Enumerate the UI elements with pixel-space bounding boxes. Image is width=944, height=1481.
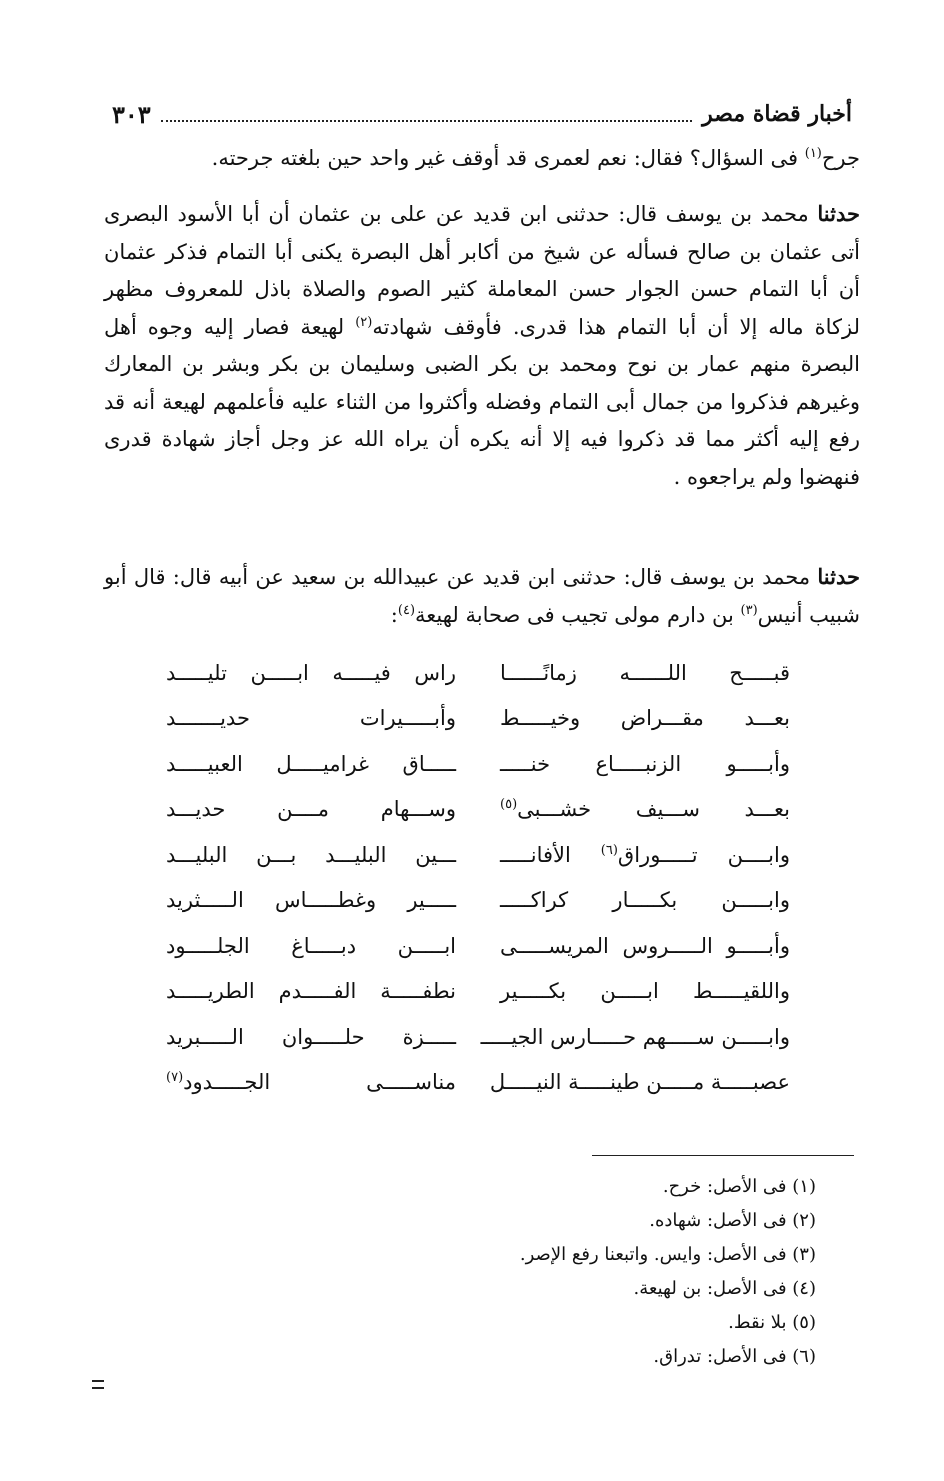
footnote-ref-4[interactable]: (٤) bbox=[397, 602, 416, 618]
page-number: ٣٠٣ bbox=[112, 99, 151, 129]
poem-verse bbox=[150, 832, 790, 878]
running-header bbox=[112, 96, 852, 132]
book-title: أخبار قضاة مصر bbox=[702, 101, 852, 127]
margin-equals-mark bbox=[92, 1380, 104, 1389]
paragraph-2 bbox=[104, 195, 860, 496]
footnote-ref-1[interactable]: (١) bbox=[804, 146, 822, 161]
p3-text-part2: بن دارم مولى تجيب فى صحابة لهيعة bbox=[415, 602, 741, 627]
verse-second-hemistich: ـــــزة حلـــــوان الـــــبريد bbox=[166, 1024, 456, 1049]
p2-text-part1: محمد بن يوسف قال: حدثنى ابن قديد عن على بن عثمان أن أبا الأسود البصرى أتى عثمان بن صالح فسأله عن شيخ من أكابر أهل البصرة يكنى أبا التمام فذكر عثمان أن أبا التمام حسن الجوار حسن المعاملة كثير الصوم والصلاة باذل للمعروف مظهر لزكاة ماله إلا أن أبا التمام هذا قدرى. فأوقف شهادته bbox=[104, 202, 860, 339]
footnote-ref-2[interactable]: (٢) bbox=[355, 314, 373, 330]
verse-second-hemistich: ـــين البليـــد بـــن البليـــد bbox=[166, 842, 456, 867]
verse-first-hemistich: وأبـــــو الزنبـــــاع خنـــــ bbox=[500, 751, 790, 776]
hemistich-text: بعـــد ســـيف خشـــبى bbox=[517, 797, 790, 822]
verse-second-hemistich: نطفـــــة الفـــــدم الطريـــــد bbox=[166, 979, 456, 1004]
verse-first-hemistich bbox=[500, 843, 790, 867]
paragraph-3 bbox=[104, 558, 860, 634]
footnote-1: (١) فى الأصل: خرح. bbox=[662, 1176, 816, 1197]
poem-verse bbox=[150, 741, 790, 787]
poem-verse bbox=[150, 696, 790, 742]
verse-first-hemistich: واللقيـــــط ابـــــن بكـــــير bbox=[500, 979, 790, 1004]
verse-second-hemistich: وأبـــــيرات حديـــــــد bbox=[166, 706, 456, 731]
poem-verse bbox=[150, 969, 790, 1015]
verse-first-hemistich bbox=[500, 797, 790, 821]
verse-first-hemistich: وابـــــن بكـــــار كراكـــــ bbox=[500, 888, 790, 913]
verse-first-hemistich: قبـــــح اللــــــه زمانًــــــا bbox=[500, 660, 790, 685]
paragraph-1 bbox=[104, 140, 860, 178]
p2-lead-word: حدثنا bbox=[817, 201, 860, 226]
hemistich-text-tail: الأفانـــــ bbox=[500, 842, 601, 867]
footnote-separator bbox=[592, 1155, 854, 1156]
verse-first-hemistich: وأبـــــو الـــــروس المريســـــى bbox=[500, 933, 790, 958]
verse-second-hemistich: ـــــير وغطـــــاس الـــــثريد bbox=[166, 888, 456, 913]
poem-verse bbox=[150, 650, 790, 696]
header-dot-leader bbox=[161, 106, 693, 122]
footnote-5: (٥) بلا نقط. bbox=[728, 1312, 816, 1333]
footnote-3: (٣) فى الأصل: وايس. واتبعنا رفع الإصر. bbox=[519, 1244, 816, 1265]
p3-text-part3: : bbox=[390, 602, 398, 627]
footnote-ref-6[interactable]: (٦) bbox=[600, 842, 618, 858]
verse-second-hemistich: راس فيـــــه ابـــــن تليـــــد bbox=[166, 660, 456, 685]
hemistich-text: وابــــن تـــــوراق bbox=[617, 842, 790, 867]
poem-verse bbox=[150, 878, 790, 924]
footnotes bbox=[276, 1170, 816, 1374]
footnote-ref-3[interactable]: (٣) bbox=[740, 602, 758, 618]
p1-text-end: فى السؤال؟ فقال: نعم لعمرى قد أوقف غير واحد حين بلغته جرحته. bbox=[211, 146, 805, 170]
verse-first-hemistich: بعـــد مقـــراض وخيـــــط bbox=[500, 706, 790, 731]
verse-second-hemistich: وســـهام مــــن حديـــد bbox=[166, 797, 456, 822]
p1-text-start: جرح bbox=[821, 146, 860, 170]
poem-verse bbox=[150, 1060, 790, 1106]
footnote-2: (٢) فى الأصل: شهاده. bbox=[649, 1210, 816, 1231]
verse-second-hemistich: ـــــاق غراميـــــل العبيـــــد bbox=[166, 751, 456, 776]
p3-lead-word: حدثنا bbox=[817, 564, 860, 589]
poem-verse bbox=[150, 787, 790, 833]
verse-first-hemistich: وابـــــن ســـــهم حـــــارس الجيـــــ bbox=[480, 1024, 790, 1049]
poem bbox=[150, 650, 790, 1105]
verse-second-hemistich: ابـــــن دبـــــاغ الجلـــــود bbox=[166, 933, 456, 958]
poem-verse bbox=[150, 923, 790, 969]
verse-first-hemistich: عصبـــــة مـــــن طينـــــة النيـــــل bbox=[489, 1070, 790, 1095]
footnote-ref-7[interactable]: (٧) bbox=[166, 1070, 184, 1086]
verse-second-hemistich bbox=[166, 1070, 456, 1094]
p3-text-part1: محمد بن يوسف قال: حدثنى ابن قديد عن عبيدالله بن سعيد عن أبيه قال: قال أبو شبيب أنيس bbox=[104, 565, 860, 627]
footnote-6: (٦) فى الأصل: تدراق. bbox=[653, 1346, 816, 1367]
footnote-4: (٤) فى الأصل: بن لهيعة. bbox=[633, 1278, 816, 1299]
poem-verse bbox=[150, 1014, 790, 1060]
hemistich-text: مناســـــى الجـــــدود bbox=[183, 1070, 456, 1095]
p2-text-part2: لهيعة فصار إليه وجوه أهل البصرة منهم عمار بن نوح ومحمد بن بكر الضبى وسليمان بن بكر وبشر بن المعارك وغيرهم فذكروا من جمال أبى التمام وفضله وأكثروا من الثناء عليه فأعلمهم لهيعة أنه قد رفع إليه أكثر مما قد ذكروا فيه إلا أنه يكره أن يراه الله عز وجل أجاز شهادة قدرى فنهضوا ولم يراجعوه . bbox=[104, 314, 860, 489]
footnote-ref-5[interactable]: (٥) bbox=[500, 797, 518, 813]
